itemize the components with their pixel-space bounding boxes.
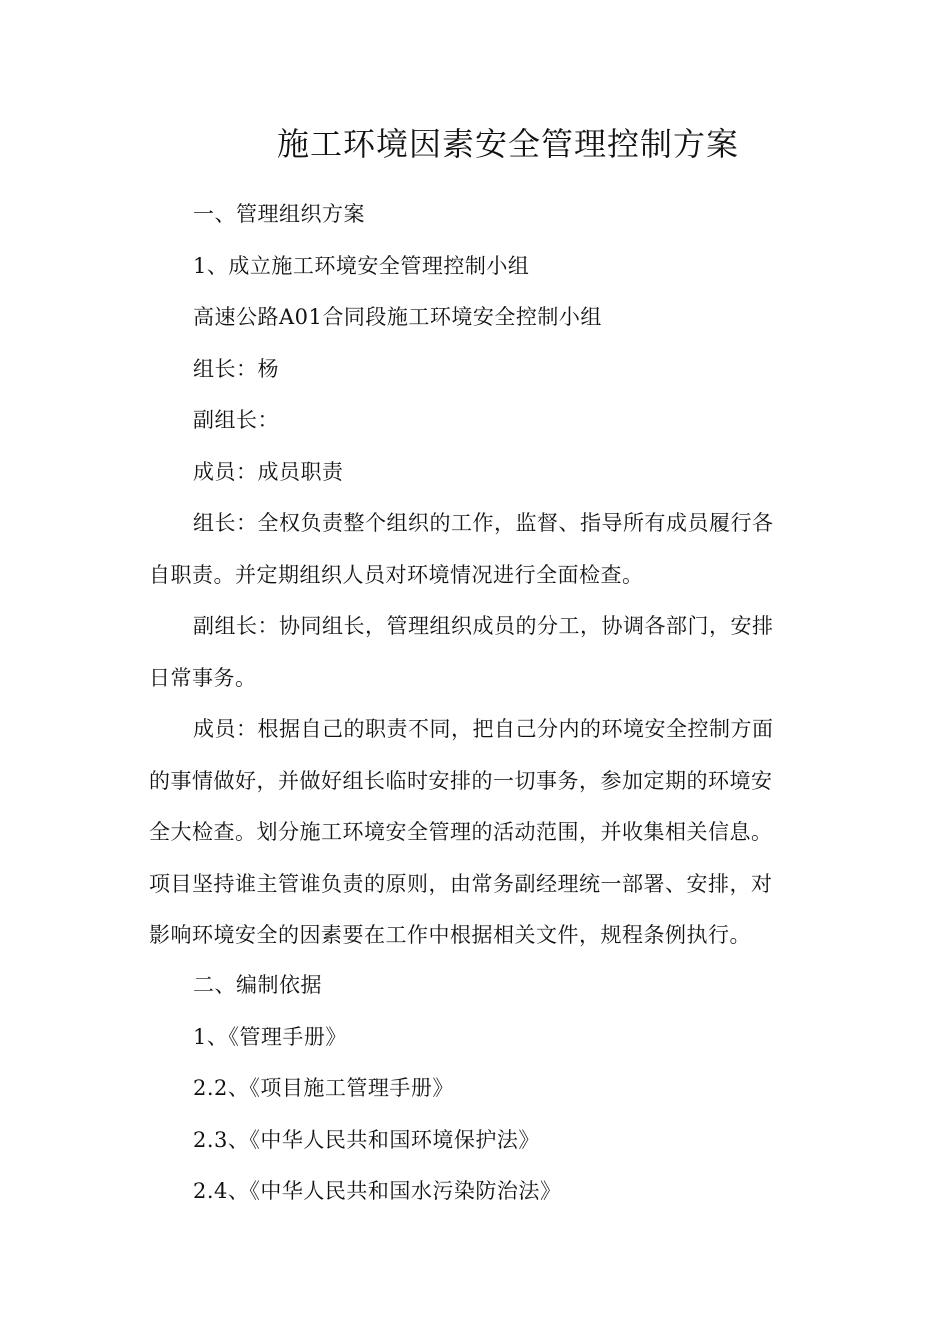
paragraph-line: 日常事务。 — [149, 666, 257, 690]
paragraph-line: 组长：杨 — [193, 357, 279, 381]
section-heading-management: 一、管理组织方案 — [193, 202, 365, 226]
section-heading-basis: 二、编制依据 — [193, 973, 322, 997]
paragraph-line: 高速公路A01合同段施工环境安全控制小组 — [193, 305, 602, 329]
list-item: 2.4、《中华人民共和国水污染防治法》 — [193, 1179, 562, 1203]
paragraph-line: 项目坚持谁主管谁负责的原则，由常务副经理统一部署、安排，对 — [149, 872, 773, 896]
paragraph-line: 自职责。并定期组织人员对环境情况进行全面检查。 — [149, 563, 644, 587]
paragraph-line: 副组长：协同组长，管理组织成员的分工，协调各部门，安排 — [193, 614, 774, 638]
paragraph-line: 全大检查。划分施工环境安全管理的活动范围，并收集相关信息。 — [149, 820, 773, 844]
paragraph-line: 1、成立施工环境安全管理控制小组 — [193, 254, 530, 278]
document-title: 施工环境因素安全管理控制方案 — [276, 125, 739, 163]
paragraph-line: 成员：成员职责 — [193, 460, 344, 484]
paragraph-line: 的事情做好，并做好组长临时安排的一切事务，参加定期的环境安 — [149, 769, 773, 793]
list-item: 2.3、《中华人民共和国环境保护法》 — [193, 1128, 540, 1152]
list-item: 1、《管理手册》 — [193, 1025, 347, 1049]
list-item: 2.2、《项目施工管理手册》 — [193, 1076, 454, 1100]
paragraph-line: 影响环境安全的因素要在工作中根据相关文件，规程条例执行。 — [149, 923, 751, 947]
paragraph-line: 成员：根据自己的职责不同，把自己分内的环境安全控制方面 — [193, 717, 774, 741]
paragraph-line: 组长：全权负责整个组织的工作，监督、指导所有成员履行各 — [193, 511, 774, 535]
paragraph-line: 副组长： — [193, 408, 279, 432]
